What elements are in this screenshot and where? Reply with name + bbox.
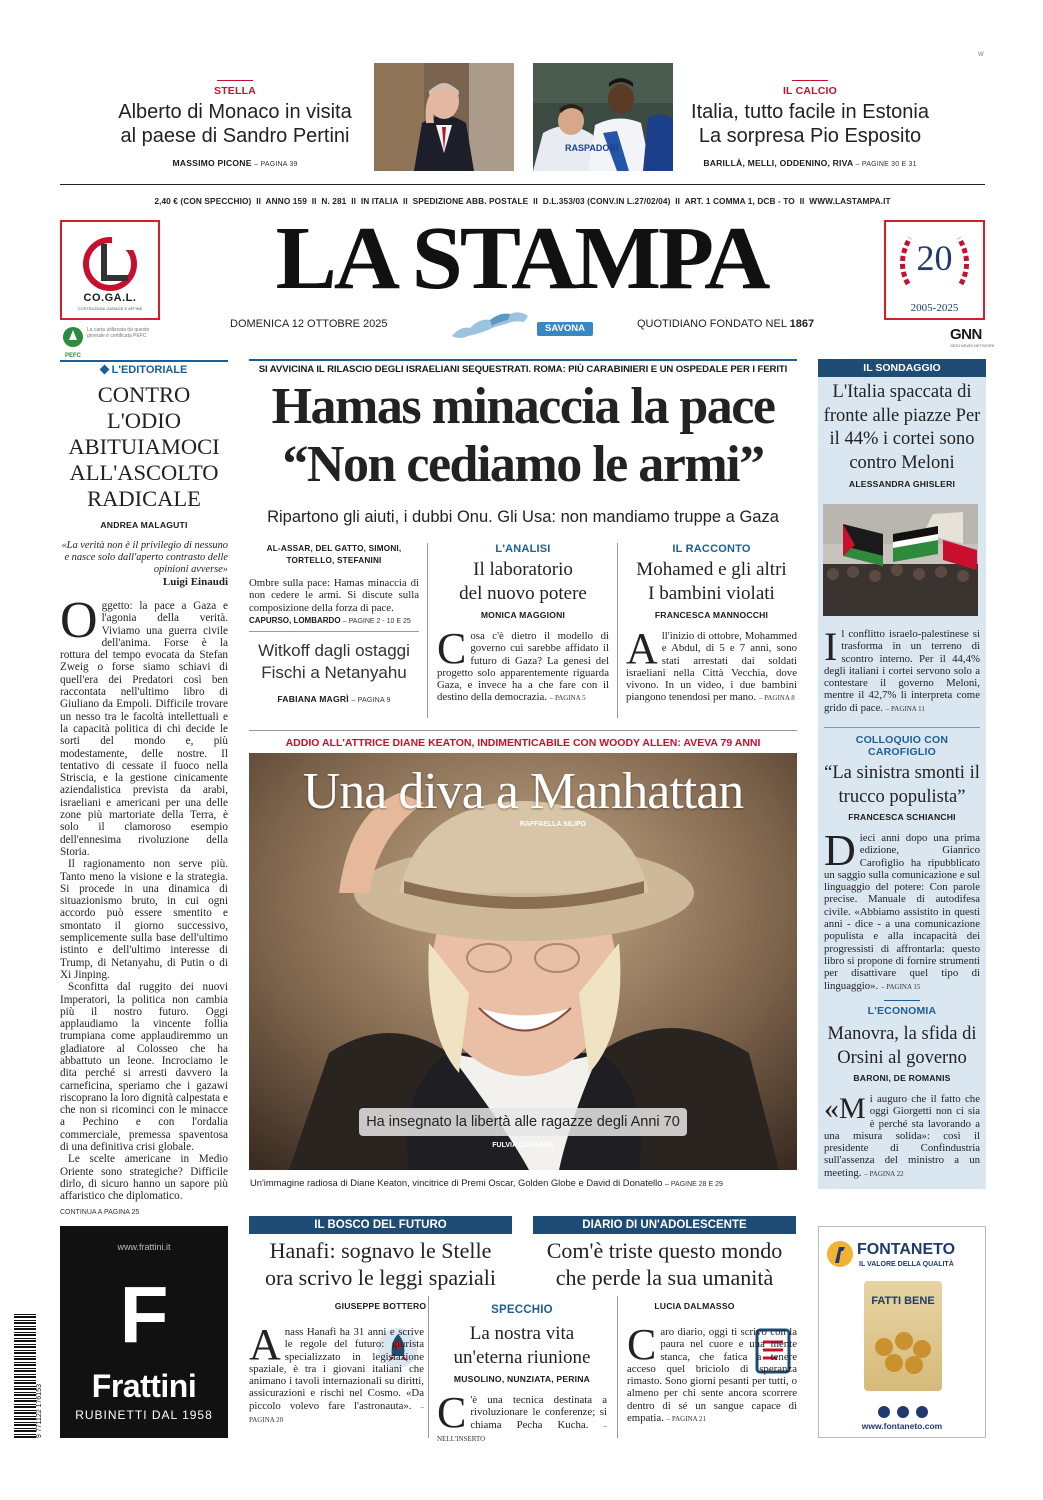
barcode: [14, 1312, 36, 1438]
sondaggio[interactable]: [822, 381, 982, 489]
specchio-author: MUSOLINO, NUNZIATA, PERINA: [453, 1374, 591, 1384]
fontaneto-tagline: IL VALORE DELLA QUALITÀ: [859, 1261, 954, 1268]
racconto-author: FRANCESCA MANNOCCHI: [654, 610, 769, 620]
anniversary-number: 20: [916, 238, 953, 278]
bosco-bar: IL BOSCO DEL FUTURO: [249, 1216, 512, 1234]
keaton-quote: Ha insegnato la libertà alle ragazze degli Anni 70: [359, 1108, 687, 1136]
monaco-photo: [374, 63, 514, 171]
frattini-ad[interactable]: [60, 1226, 228, 1438]
bosco-story[interactable]: [249, 1238, 512, 1311]
teaser-right-page: – PAGINE 30 E 31: [855, 161, 917, 168]
product-bag: [864, 1281, 942, 1391]
keaton-kicker: ADDIO ALL'ATTRICE DIANE KEATON, INDIMENTICABILE CON WOODY ALLEN: AVEVA 79 ANNI: [285, 737, 761, 749]
diario-story[interactable]: [533, 1238, 796, 1311]
diario-author: LUCIA DALMASSO: [654, 1301, 735, 1311]
main-headline: Hamas minaccia la pace “Non cediamo le armi”: [271, 378, 775, 493]
economia[interactable]: [822, 1000, 982, 1180]
analisi-author: MONICA MAGGIONI: [480, 610, 566, 620]
cogal-ad[interactable]: [60, 220, 160, 320]
sondaggio-author: ALESSANDRA GHISLERI: [848, 479, 956, 489]
liguria-map-icon: [450, 306, 530, 342]
diario-bar: DIARIO DI UN'ADOLESCENTE: [533, 1216, 796, 1234]
fontaneto-logo-icon: [825, 1239, 855, 1269]
carofiglio[interactable]: [822, 734, 982, 993]
frattini-tagline: RUBINETTI DAL 1958: [75, 1408, 213, 1422]
economia-title: Manovra, la sfida di Orsini al governo: [827, 1024, 977, 1068]
specchio-kicker: SPECCHIO: [491, 1304, 553, 1316]
main-col1-sub-author: FABIANA MAGRÌ: [277, 693, 349, 704]
teaser-left[interactable]: [60, 80, 410, 168]
teaser-left-author: MASSIMO PICONE: [172, 158, 252, 168]
cogal-brand: CO.GA.L.: [83, 292, 137, 304]
founded-line: QUOTIDIANO FONDATO NEL 1867: [637, 318, 815, 330]
economia-author: BARONI, DE ROMANIS: [853, 1073, 951, 1083]
keaton-quote-author: FULVIA CAPRARA: [492, 1142, 554, 1149]
teaser-left-kicker: STELLA: [213, 85, 257, 97]
main-col1-authors: AL-ASSAR, DEL GATTO, SIMONI, TORTELLO, STEFANINI: [266, 544, 402, 565]
bosco-text: Anass Hanafi ha 31 anni e scrive le regole del futuro: giurista specializzato in legislazione spaziale, è tra i giovani italiani che animano i tavoli internazionali su diritti, assicurazioni e rischi nel Cosmo. «Da piccolo volevo fare l'astronauta». – PAGINA 20: [249, 1320, 425, 1425]
racconto-title: Mohamed e gli altri I bambini violati: [636, 559, 787, 604]
main-col1-author: CAPURSO, LOMBARDO: [249, 615, 341, 625]
editorial-author: ANDREA MALAGUTI: [100, 520, 188, 530]
main-col1-sub-title: Witkoff dagli ostaggi Fischi a Netanyahu: [258, 640, 410, 682]
editorial[interactable]: [60, 360, 228, 1216]
gnn-logo: GNN: [950, 326, 982, 343]
frattini-brand: Frattini: [91, 1368, 197, 1404]
diario-text: Caro diario, oggi ti scrivo con la paura nel cuore e una mente stanca, che fatica a tenere acceso quel briciolo di speranza rimasto. Sono giorni pesanti per tutti, o almeno per chi sente ancora scorrere dentro di sé un sangue capace di empatia. – PAGINA 21: [627, 1320, 797, 1425]
economia-text: «Mi auguro che il fatto che oggi Giorgetti non ci sia è perché sta lavorando a una misura solida»: così il presidente di Confindustria sull'assenza del ministro a un meeting. – PAGINA 22: [824, 1092, 980, 1179]
barcode-number: 9 771122 176153: [36, 1384, 43, 1438]
editorial-title: CONTRO L'ODIO ABITUIAMOCI ALL'ASCOLTO RADICALE: [68, 382, 220, 511]
specchio[interactable]: [437, 1304, 607, 1445]
carofiglio-text: Dieci anni dopo una prima edizione, Gianrico Carofiglio ha ripubblicato un saggio sulla comunicazione e sul linguaggio del potere: Con parole precise. Manuale di autodifesa civile. «Abbiamo assistito in questi anni - dice - a una comunicazione populista e alla incapacità dei progressisti di affrontarla: questo libro si propone di fornire strumenti per disattivare quel tipo di linguaggio». – PAGINA 15: [824, 826, 980, 992]
main-subtitle: Ripartono gli aiuti, i dubbi Onu. Gli Usa: non mandiamo truppe a Gaza: [267, 508, 779, 526]
racconto-kicker: IL RACCONTO: [672, 543, 751, 555]
pefc-logo-icon: PEFC: [61, 326, 85, 354]
anniversary-ad[interactable]: [884, 220, 985, 320]
carofiglio-title: “La sinistra smonti il trucco populista”: [824, 763, 980, 807]
pefc-text: La carta utilizzata da questo giornale è certificata PEFC: [87, 327, 150, 339]
keaton-caption: Un'immagine radiosa di Diane Keaton, vincitrice di Premi Oscar, Golden Globe e David di Donatello – PAGINE 28 E 29: [250, 1177, 723, 1188]
svg-text:RASPADORI: RASPADORI: [565, 143, 619, 153]
main-kicker: SI AVVICINA IL RILASCIO DEGLI ISRAELIANI SEQUESTRATI. ROMA: PIÙ CARABINIERI E UN OSPEDALE PER I FERITI: [258, 364, 788, 375]
carofiglio-author: FRANCESCA SCHIANCHI: [848, 812, 956, 822]
cogal-sub: COSTRUZIONI GARAGE E AFFINE: [77, 306, 143, 311]
bosco-author: GIUSEPPE BOTTERO: [334, 1301, 427, 1311]
diario-title: Com'è triste questo mondo che perde la sua umanità: [546, 1238, 783, 1290]
teaser-right-title: Italia, tutto facile in Estonia La sorpresa Pio Esposito: [691, 101, 929, 147]
keaton-title: Una diva a Manhattan: [302, 763, 744, 820]
sondaggio-title: L'Italia spaccata di fronte alle piazze Per il 44% i cortei sono contro Meloni: [823, 382, 981, 473]
specchio-text: C 'è una tecnica destinata a rivoluzionare le conferenze; si chiama Pecha Kucha. – NELL'INSERTO: [437, 1388, 607, 1443]
keaton-author: RAFFAELLA SILIPO: [519, 821, 587, 828]
editorial-kicker: L'EDITORIALE: [111, 364, 188, 376]
teaser-left-title: Alberto di Monaco in visita al paese di Sandro Pertini: [118, 101, 352, 147]
editorial-quote-author: Luigi Einaudi: [162, 576, 228, 588]
editorial-quote: «La verità non è il privilegio di nessuno e nasce solo dall'aperto contrasto delle opinioni avverse»: [61, 540, 228, 575]
editorial-body: Oggetto: la pace a Gaza e l'agonia della verità. Viviamo una guerra civile dell'anima. Forse è la rottura del tempo evocata da Stefan Zweig o forse siamo schiavi di quell'era dei Predatori così ben raccontata nell'ultimo libro di Giuliano da Empoli. Difficile trovare un nesso tra le facoltà intellettuali e la capacità politica di chi decide le sorti del mondo e, più modestamente, delle nostre. Il tentativo di cessate il fuoco nella Striscia, e la gestione cinicamente aziendalistica prevista da arabi, israeliani e americani per una delle zone più martoriate della Terra, è solo il clamoroso esempio dell'ennesima rivoluzione della Storia. Il ragionamento non serve più. Tanto meno la visione e la strategia. Si procede in una dinamica di situazionismo bruto, in cui ogni accordo può essere smentito e smontato il giorno successivo, semplicemente sulla base dell'ultimo istinto e dell'ultimo interesse di Trump, di Netanyahu, di Putin o di Xi Jinping. Sconfitta dal ruggito dei nuovi Imperatori, la politica non cambia più il nostro futuro. Oggi applaudiamo la vincente follia trumpiana come applaudiremmo un gladiatore al Colosseo che ha abbattuto un leone. Incrociamo le dita perché si arresti davvero la carneficina, speriamo che i gazawi riscoprano la loro dignità calpestata e che non si ricominci con le minacce a Pechino e con l'ordalia commerciale, premessa spaventosa di una definitiva crisi globale. Le scelte americane in Medio Oriente sono strategiche? Difficile dirlo, di sicuro hanno un sapore più affaristico che diplomatico.: [60, 592, 228, 1203]
keaton-photo: [249, 753, 797, 1170]
main-col2[interactable]: [437, 543, 609, 705]
teaser-right[interactable]: [635, 80, 985, 168]
fontaneto-ad[interactable]: [818, 1226, 986, 1438]
bosco-title: Hanafi: sognavo le Stelle ora scrivo le leggi spaziali: [265, 1238, 496, 1290]
analisi-title: Il laboratorio del nuovo potere: [459, 559, 587, 604]
fontaneto-url: www.fontaneto.com: [861, 1421, 943, 1431]
teaser-left-page: – PAGINA 39: [254, 161, 298, 168]
specchio-title: La nostra vita un'eterna riunione: [453, 1323, 591, 1368]
main-col1[interactable]: AL-ASSAR, DEL GATTO, SIMONI, TORTELLO, STEFANINI Ombre sulla pace: Hamas minaccia di non cedere le armi. Si discute sulla composizione della forza di pace. CAPURSO, LOMBARDO – PAGINE 2 - 10 E 25 Witkoff dagli ostaggi Fischi a Netanyahu FABIANA MAGRÌ – PAGINA 9: [249, 544, 419, 704]
frattini-letter: F: [119, 1270, 169, 1359]
main-col3[interactable]: [626, 543, 797, 705]
product-name: FATTI BENE: [871, 1295, 935, 1307]
social-icons: [877, 1405, 929, 1419]
teaser-right-kicker: IL CALCIO: [782, 85, 838, 97]
fontaneto-brand: FONTANETO: [857, 1241, 956, 1258]
teaser-right-author: BARILLÀ, MELLI, ODDENINO, RIVA: [703, 158, 854, 168]
analisi-text: Cosa c'è dietro il modello di governo cui sarebbe affidato il futuro di Gaza? La genesi del progetto solo apparentemente riguarda Gaza, e invece ha a che fare con il destino della democrazia. – PAGINA 5: [437, 624, 609, 704]
sondaggio-bar: IL SONDAGGIO: [818, 359, 986, 377]
sondaggio-text: Il conflitto israelo-palestinese si trasforma in un terreno di scontro interno. Per il 44,4% degli italiani i cortei servono solo a contestare il governo Meloni, mentre il 42,7% li interpreta come grido di pace. – PAGINA 11: [824, 624, 980, 714]
protest-photo: [823, 504, 978, 616]
main-col1-text: Ombre sulla pace: Hamas minaccia di non cedere le armi. Si discute sulla composizione della forza di pace.: [249, 577, 419, 614]
gnn-sub: GEDI NEWS NETWORK: [950, 343, 995, 348]
carofiglio-kicker: COLLOQUIO CON CAROFIGLIO: [855, 734, 949, 758]
masthead-date: DOMENICA 12 OTTOBRE 2025: [230, 318, 388, 330]
economia-kicker: L'ECONOMIA: [867, 1005, 937, 1017]
edition-badge: SAVONA: [537, 322, 593, 336]
info-line: 2,40 € (CON SPECCHIO) II ANNO 159 II N. 281 II IN ITALIA II SPEDIZIONE ABB. POSTALE II D.L.353/03 (CONV.IN L.27/02/04) II ART. 1 COMMA 1, DCB - TO II WWW.LASTAMPA.IT: [154, 196, 891, 206]
editorial-continue: CONTINUA A PAGINA 25: [60, 1208, 140, 1216]
anniversary-years: 2005-2025: [910, 302, 959, 314]
masthead-title: LA STAMPA: [275, 209, 768, 308]
racconto-text: All'inizio di ottobre, Mohammed e Abdul, di 5 e 7 anni, sono stati arrestati dai soldati israeliani nella Città Vecchia, dove vivono. In un video, i due bambini piangono tenendosi per mano. – PAGINA 8: [626, 624, 797, 704]
frattini-url: www.frattini.it: [117, 1242, 171, 1252]
corner-mark: W: [978, 52, 984, 58]
analisi-kicker: L'ANALISI: [495, 543, 551, 555]
